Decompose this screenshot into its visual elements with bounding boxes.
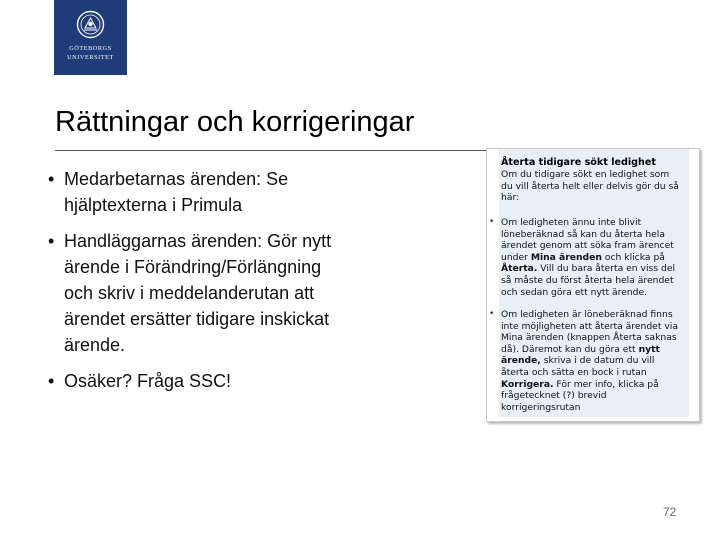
bullet-item <box>40 166 380 218</box>
help-text: under <box>501 251 531 263</box>
bullet-line: ärende. <box>64 335 126 355</box>
help-text: Vill du bara återta en viss del <box>537 263 676 275</box>
help-text: För mer info, klicka på <box>553 378 659 390</box>
bullet-item <box>40 368 380 394</box>
help-p2-line: frågetecknet (?) brevid <box>501 390 607 402</box>
slide-title: Rättningar och korrigeringar <box>55 106 415 138</box>
logo-text-line1: GÖTEBORGS <box>69 45 112 52</box>
bullet-line: Handläggarnas ärenden: Gör nytt <box>64 231 332 251</box>
help-intro-line: du vill återta helt eller delvis gör du så <box>501 180 679 192</box>
help-p1-line: och sedan göra ett nytt ärende. <box>501 286 648 298</box>
help-p1-line: löneberäknad så kan du återta hela <box>501 228 665 240</box>
bullet-dot-icon: • <box>48 169 55 189</box>
bullet-dot-icon: • <box>48 371 55 391</box>
help-p2-line: Mina ärenden (knappen Återta saknas <box>501 332 677 344</box>
university-seal-icon <box>76 10 105 39</box>
help-intro-line: Om du tidigare sökt en ledighet som <box>501 169 670 180</box>
help-p2-line <box>501 344 660 356</box>
bullet-line: Osäker? Fråga SSC! <box>64 371 232 391</box>
help-p2-line: återta och sätta en bock i rutan <box>501 367 647 378</box>
help-panel <box>499 149 689 417</box>
help-bullet-icon: • <box>489 309 495 319</box>
help-bold-text: Återta. <box>501 263 538 275</box>
bullet-line: och skriv i meddelanderutan att <box>64 283 315 303</box>
help-text-screenshot <box>486 148 700 422</box>
help-p2-line <box>501 355 654 367</box>
help-text: då). Däremot kan du göra ett <box>501 343 639 355</box>
help-text: skriva i de datum du vill <box>540 355 655 367</box>
bullet-line: hjälptexterna i Primula <box>64 195 243 215</box>
bullet-list <box>40 166 380 404</box>
help-bullet-icon: • <box>489 217 495 227</box>
help-p1-line: ärendet genom att söka fram ärencet <box>501 240 674 252</box>
help-p2-line: inte möjligheten att återta ärendet via <box>501 320 678 332</box>
help-p1-line <box>501 252 665 264</box>
logo-text-line2: UNIVERSITET <box>67 54 114 61</box>
title-underline <box>55 150 501 151</box>
help-title: Återta tidigare sökt ledighet <box>501 157 656 168</box>
help-bullet-column <box>487 149 499 417</box>
help-text: och klicka på <box>601 251 665 263</box>
help-intro-line: här: <box>501 192 520 204</box>
help-bold-text: nytt <box>638 343 660 355</box>
help-p1-line <box>501 263 675 275</box>
help-p2-line <box>501 379 659 391</box>
bullet-line: Medarbetarnas ärenden: Se <box>64 169 289 189</box>
help-p1-line: Om ledigheten ännu inte blivit <box>501 217 642 228</box>
help-p2-line: Om ledigheten är löneberäknad finns <box>501 309 673 320</box>
help-p2-line: korrigeringsrutan <box>501 401 581 413</box>
page-number: 72 <box>663 505 677 519</box>
help-bold-text: Mina ärenden <box>530 251 602 263</box>
bullet-item <box>40 228 380 358</box>
help-bold-text: Korrigera. <box>501 378 554 390</box>
bullet-dot-icon: • <box>48 231 55 251</box>
help-p1-line: så måste du först återta hela ärendet <box>501 275 674 286</box>
bullet-line: ärende i Förändring/Förlängning <box>64 257 322 277</box>
bullet-line: ärendet ersätter tidigare inskickat <box>64 309 330 329</box>
help-bold-text: ärende, <box>501 355 541 367</box>
university-logo <box>54 0 127 75</box>
